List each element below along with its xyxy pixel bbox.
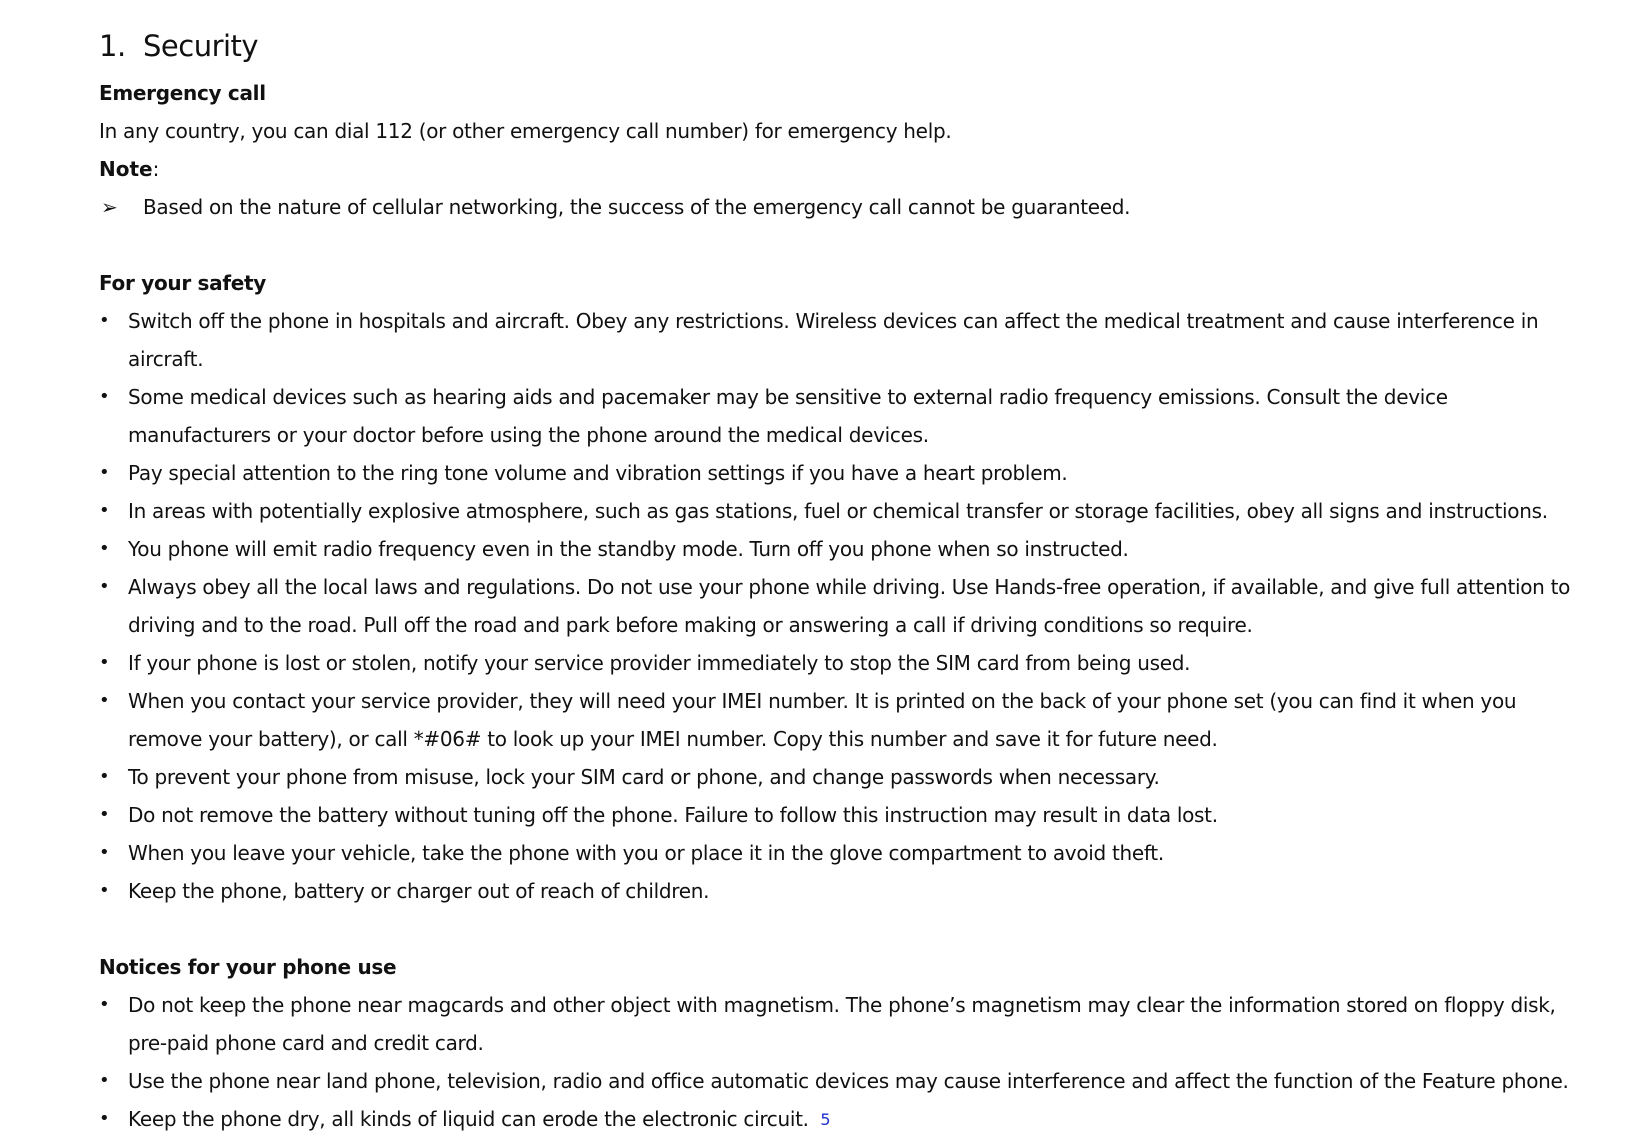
bullet-icon: • xyxy=(99,1108,110,1129)
list-item xyxy=(99,986,1579,1062)
list-item xyxy=(99,378,1579,454)
arrow-bullet-icon: ➢ xyxy=(101,195,118,219)
safety-heading: For your safety xyxy=(99,271,267,295)
bullet-icon: • xyxy=(99,386,110,407)
list-item xyxy=(99,872,1579,910)
list-item xyxy=(99,530,1579,568)
list-item-text: When you contact your service provider, they will need your IMEI number. It is printed on the back of your phone set (you can find it when you remove your battery), or call *#06# to look up your IMEI number. Copy this number and save it for future need. xyxy=(128,689,1517,751)
list-item-text: In areas with potentially explosive atmosphere, such as gas stations, fuel or chemical transfer or storage facilities, obey all signs and instructions. xyxy=(128,499,1548,523)
list-item-text: Do not keep the phone near magcards and other object with magnetism. The phone’s magnetism may clear the information stored on floppy disk, pre-paid phone card and credit card. xyxy=(128,993,1556,1055)
list-item-text: Some medical devices such as hearing aids and pacemaker may be sensitive to external radio frequency emissions. Consult the device manufacturers or your doctor before using the phone around the medical devices. xyxy=(128,385,1448,447)
spacer xyxy=(99,226,1579,264)
list-item-text: If your phone is lost or stolen, notify your service provider immediately to stop the SIM card from being used. xyxy=(128,651,1191,675)
note-label: Note xyxy=(99,157,153,181)
page-number: 5 xyxy=(820,1110,831,1129)
note-colon: : xyxy=(152,157,160,181)
list-item xyxy=(99,758,1579,796)
bullet-icon: • xyxy=(99,690,110,711)
list-item xyxy=(99,568,1579,644)
bullet-icon: • xyxy=(99,880,110,901)
list-item-text: Use the phone near land phone, television, radio and office automatic devices may cause interference and affect the function of the Feature phone. xyxy=(128,1069,1569,1093)
bullet-icon: • xyxy=(99,462,110,483)
bullet-icon: • xyxy=(99,766,110,787)
section-title: Security xyxy=(143,29,259,63)
note-label-line xyxy=(99,150,1579,188)
emergency-call-text: In any country, you can dial 112 (or other emergency call number) for emergency help. xyxy=(99,119,952,143)
bullet-icon: • xyxy=(99,842,110,863)
list-item xyxy=(99,492,1579,530)
list-item xyxy=(99,834,1579,872)
list-item-text: Always obey all the local laws and regulations. Do not use your phone while driving. Use Hands-free operation, if available, and give full attention to driving and to the road. Pull off the road and park before making or answering a call if driving conditions so require. xyxy=(128,575,1571,637)
emergency-call-heading: Emergency call xyxy=(99,81,266,105)
safety-list xyxy=(99,302,1579,910)
list-item-text: Do not remove the battery without tuning off the phone. Failure to follow this instruction may result in data lost. xyxy=(128,803,1218,827)
list-item xyxy=(99,644,1579,682)
list-item xyxy=(99,682,1579,758)
bullet-icon: • xyxy=(99,1070,110,1091)
list-item-text: Switch off the phone in hospitals and aircraft. Obey any restrictions. Wireless devices can affect the medical treatment and cause interference in aircraft. xyxy=(128,309,1539,371)
bullet-icon: • xyxy=(99,804,110,825)
list-item-text: Keep the phone, battery or charger out of reach of children. xyxy=(128,879,710,903)
list-item-text: You phone will emit radio frequency even in the standby mode. Turn off you phone when so instructed. xyxy=(128,537,1129,561)
bullet-icon: • xyxy=(99,310,110,331)
list-item xyxy=(99,1062,1579,1100)
bullet-icon: • xyxy=(99,576,110,597)
list-item-text: To prevent your phone from misuse, lock your SIM card or phone, and change passwords when necessary. xyxy=(128,765,1160,789)
list-item-text: Pay special attention to the ring tone volume and vibration settings if you have a heart problem. xyxy=(128,461,1068,485)
list-item xyxy=(99,302,1579,378)
bullet-icon: • xyxy=(99,538,110,559)
list-item xyxy=(99,454,1579,492)
note-item xyxy=(99,188,1579,226)
list-item-text: When you leave your vehicle, take the phone with you or place it in the glove compartment to avoid theft. xyxy=(128,841,1164,865)
section-number: 1. xyxy=(99,29,126,63)
list-item xyxy=(99,796,1579,834)
bullet-icon: • xyxy=(99,652,110,673)
document-page xyxy=(99,26,1579,1138)
bullet-icon: • xyxy=(99,994,110,1015)
section-heading xyxy=(99,26,1579,66)
note-item-text: Based on the nature of cellular networking, the success of the emergency call cannot be guaranteed. xyxy=(143,195,1131,219)
spacer xyxy=(99,910,1579,948)
bullet-icon: • xyxy=(99,500,110,521)
list-item-text: Keep the phone dry, all kinds of liquid can erode the electronic circuit. xyxy=(128,1107,809,1131)
notices-heading: Notices for your phone use xyxy=(99,955,397,979)
